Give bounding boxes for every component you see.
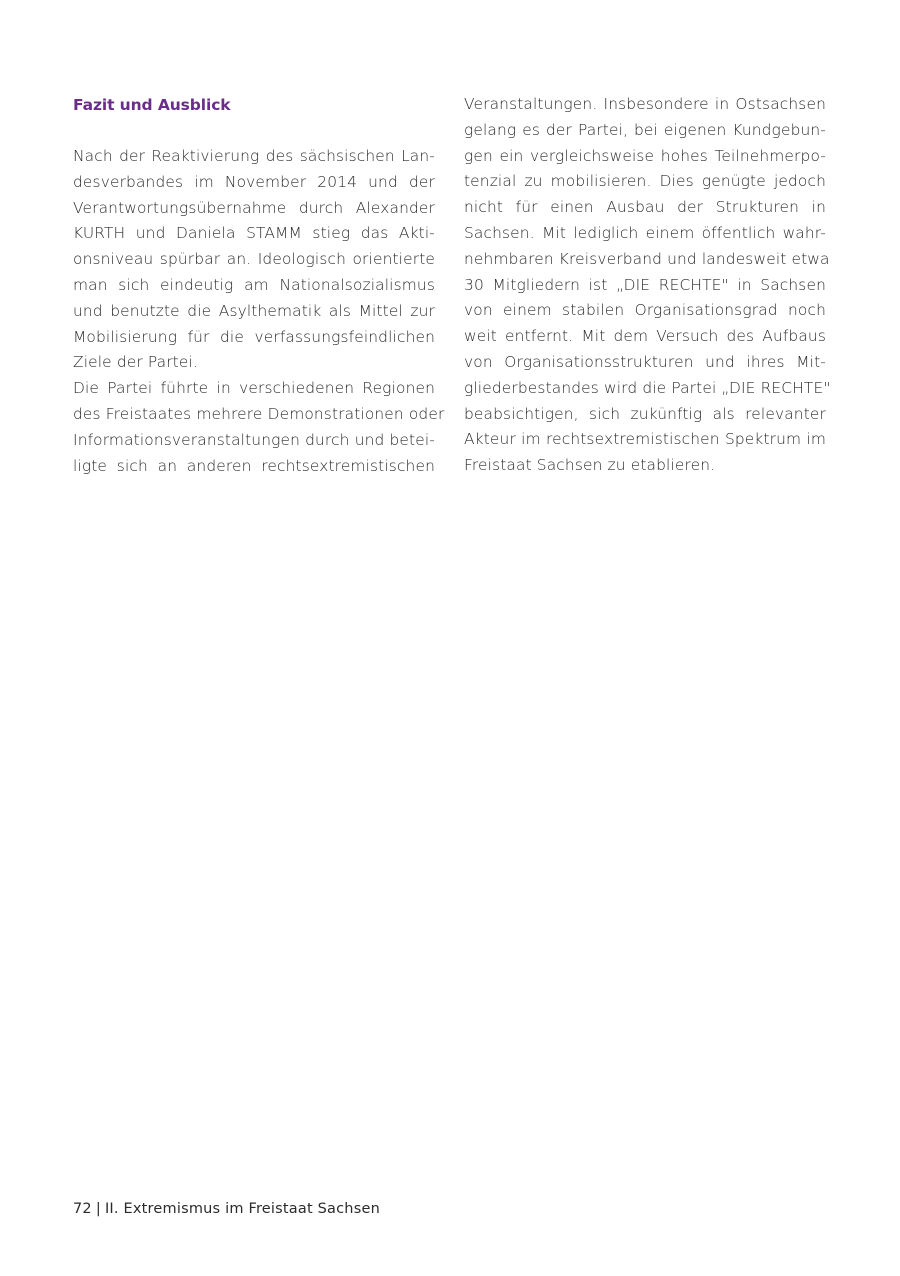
right-text-column (464, 92, 831, 479)
text-line: Veranstaltungen. Insbesondere in Ostsachsen (464, 95, 826, 113)
text-line: von Organisationsstrukturen und ihres Mit- (464, 352, 826, 371)
left-text-column (73, 144, 445, 479)
text-line: gen ein vergleichsweise hohes Teilnehmerpo- (464, 146, 826, 165)
text-line: ligte sich an anderen rechtsextremistischen (73, 456, 435, 475)
text-line: Akteur im rechtsextremistischen Spektrum im (464, 430, 826, 449)
section-heading: Fazit und Ausblick (73, 96, 231, 114)
footer-separator: | (95, 1201, 101, 1217)
text-line: nehmbaren Kreisverband und landesweit etwa (464, 249, 830, 268)
text-line: 30 Mitgliedern ist „DIE RECHTE" in Sachsen (464, 275, 826, 294)
text-line: Verantwortungsübernahme durch Alexander (73, 198, 435, 217)
text-line: gelang es der Partei, bei eigenen Kundgebun- (464, 120, 826, 139)
text-line: beabsichtigen, sich zukünftig als relevanter (464, 404, 826, 423)
paragraph-3 (464, 92, 831, 479)
paragraph-1 (73, 144, 435, 376)
text-line: Ziele der Partei. (73, 353, 198, 372)
text-line: Sachsen. Mit lediglich einem öffentlich wahr- (464, 223, 826, 242)
text-line: onsniveau spürbar an. Ideologisch orientierte (73, 250, 435, 269)
text-line: tenzial zu mobilisieren. Dies genügte jedoch (464, 172, 826, 191)
text-line: Nach der Reaktivierung des sächsischen Lan- (73, 147, 435, 165)
page-footer (73, 1199, 380, 1219)
text-line: gliederbestandes wird die Partei „DIE RECHTE" (464, 378, 831, 397)
text-line: weit entfernt. Mit dem Versuch des Aufbaus (464, 327, 826, 346)
footer-section-title: II. Extremismus im Freistaat Sachsen (104, 1201, 380, 1217)
text-line: und benutzte die Asylthematik als Mittel zur (73, 301, 435, 320)
text-line: Die Partei führte in verschiedenen Regionen (73, 379, 435, 398)
text-line: man sich eindeutig am Nationalsozialismus (73, 275, 435, 294)
paragraph-2 (73, 376, 445, 479)
text-line: Mobilisierung für die verfassungsfeindlichen (73, 327, 435, 346)
text-line: Freistaat Sachsen zu etablieren. (464, 456, 716, 475)
text-line: nicht für einen Ausbau der Strukturen in (464, 198, 826, 217)
page-number: 72 (73, 1201, 92, 1217)
text-line: des Freistaates mehrere Demonstrationen oder (73, 404, 445, 423)
text-line: KURTH und Daniela STAMM stieg das Akti- (73, 224, 435, 243)
text-line: von einem stabilen Organisationsgrad noch (464, 301, 826, 320)
text-line: Informationsveranstaltungen durch und betei- (73, 430, 435, 449)
text-line: desverbandes im November 2014 und der (73, 172, 435, 191)
